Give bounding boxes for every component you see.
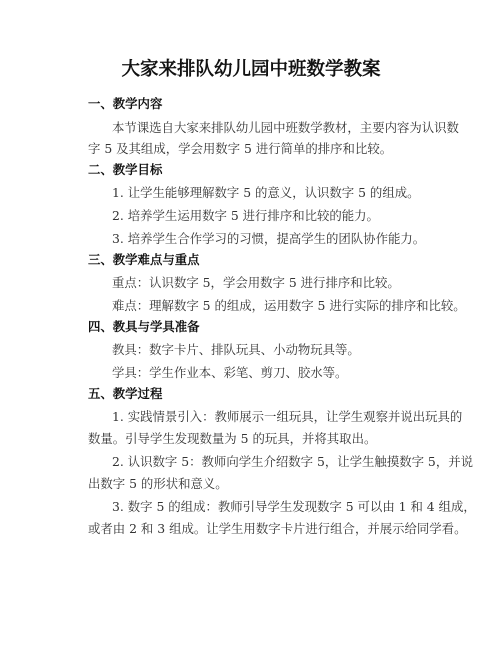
list-item: 3. 培养学生合作学习的习惯，提高学生的团队协作能力。 [112, 231, 426, 246]
list-item: 2. 培养学生运用数字 5 进行排序和比较的能力。 [112, 208, 379, 223]
paragraph-line: 重点：认识数字 5，学会用数字 5 进行排序和比较。 [112, 275, 400, 290]
paragraph-line: 难点：理解数字 5 的组成，运用数字 5 进行实际的排序和比较。 [112, 298, 466, 313]
paragraph-line: 本节课选自大家来排队幼儿园中班数学教材，主要内容为认识数 [112, 120, 459, 135]
section-heading-content: 一、教学内容 [88, 96, 163, 111]
list-item: 1. 让学生能够理解数字 5 的意义，认识数字 5 的组成。 [112, 185, 420, 200]
document-title: 大家来排队幼儿园中班数学教案 [121, 59, 381, 80]
paragraph-line: 1. 实践情景引入：教师展示一组玩具，让学生观察并说出玩具的 [112, 409, 463, 424]
paragraph-line: 字 5 及其组成，学会用数字 5 进行简单的排序和比较。 [88, 141, 393, 156]
section-heading-goals: 二、教学目标 [88, 162, 163, 177]
section-heading-process: 五、教学过程 [88, 386, 163, 401]
paragraph-line: 或者由 2 和 3 组成。让学生用数字卡片进行组合，并展示给同学看。 [88, 521, 467, 536]
paragraph-line: 数量。引导学生发现数量为 5 的玩具，并将其取出。 [88, 431, 377, 446]
paragraph-line: 出数字 5 的形状和意义。 [88, 476, 228, 491]
section-heading-key-points: 三、教学难点与重点 [88, 252, 200, 267]
section-heading-materials: 四、教具与学具准备 [88, 319, 200, 334]
paragraph-line: 3. 数字 5 的组成：教师引导学生发现数字 5 可以由 1 和 4 组成， [112, 499, 476, 514]
paragraph-line: 2. 认识数字 5：教师向学生介绍数字 5，让学生触摸数字 5，并说 [112, 454, 473, 469]
paragraph-line: 教具：数字卡片、排队玩具、小动物玩具等。 [112, 342, 360, 357]
paragraph-line: 学具：学生作业本、彩笔、剪刀、胶水等。 [112, 365, 348, 380]
